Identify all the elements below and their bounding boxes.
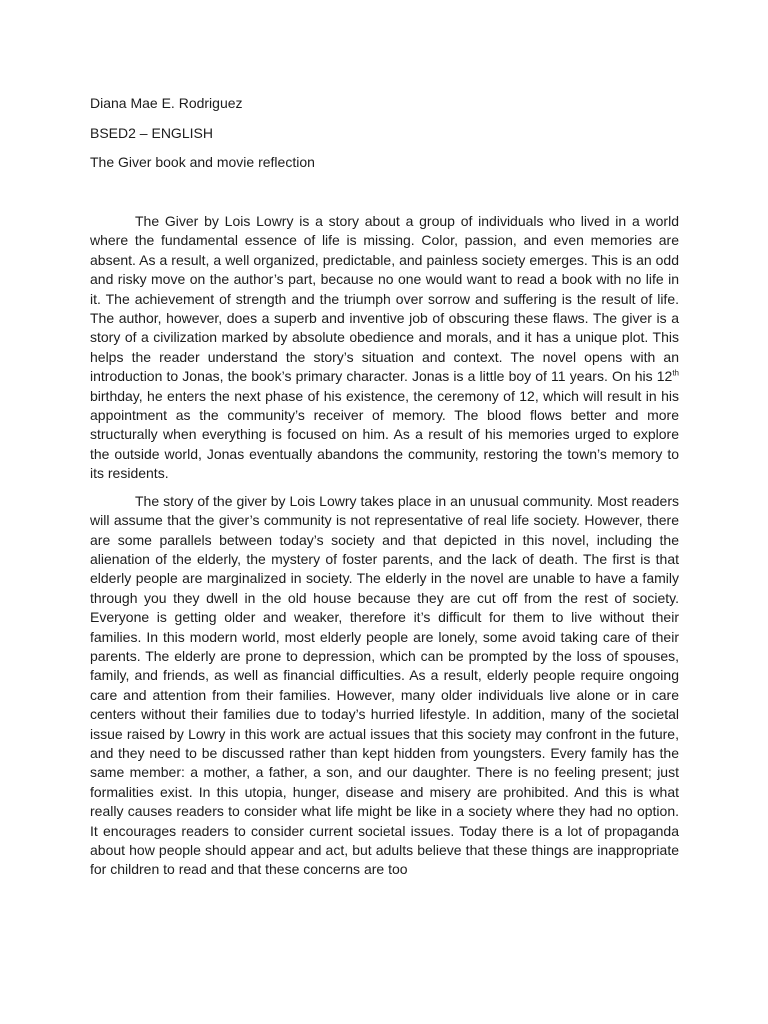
ordinal-suffix: th (672, 368, 679, 378)
paragraph-1-text-a: The Giver by Lois Lowry is a story about a group of individuals who lived in a world where the fundamental essence of life is missing. Color, passion, and even memories are absent. As a result, a well organized, predictable, and painless society emerges. This is an odd and risky move on the author’s part, because no one would want to read a book with no life in it. The achievement of strength and the triumph over sorrow and suffering is the result of life. The author, however, does a superb and inventive job of obscuring these flaws. The giver is a story of a civilization marked by absolute obedience and morals, and it has a unique plot. This helps the reader understand the story’s situation and context. The novel opens with an introduction to Jonas, the book’s primary character. Jonas is a little boy of 11 years. On his 12 (90, 213, 679, 385)
document-body (90, 212, 679, 880)
paragraph-1-text-b: birthday, he enters the next phase of his existence, the ceremony of 12, which will result in his appointment as the community’s receiver of memory. The blood flows better and more structurally when everything is focused on him. As a result of his memories urged to explore the outside world, Jonas eventually abandons the community, restoring the town’s memory to its residents. (90, 387, 679, 482)
paragraph-1 (90, 212, 679, 484)
course-label: BSED2 – ENGLISH (90, 125, 213, 141)
author-name: Diana Mae E. Rodriguez (90, 95, 243, 111)
document-title: The Giver book and movie reflection (90, 154, 315, 170)
paragraph-2: The story of the giver by Lois Lowry takes place in an unusual community. Most readers will assume that the giver’s community is not representative of real life society. However, there are some parallels between today’s society and that depicted in this novel, including the alienation of the elderly, the mystery of foster parents, and the lack of death. The first is that elderly people are marginalized in society. The elderly in the novel are unable to have a family through you they dwell in the old house because they are cut off from the rest of society. Everyone is getting older and weaker, therefore it’s difficult for them to live without their families. In this modern world, most elderly people are lonely, some avoid taking care of their parents. The elderly are prone to depression, which can be prompted by the loss of spouses, family, and friends, as well as financial difficulties. As a result, elderly people require ongoing care and attention from their families. However, many older individuals live alone or in care centers without their families due to today’s hurried lifestyle. In addition, many of the societal issue raised by Lowry in this work are actual issues that this society may confront in the future, and they need to be discussed rather than kept hidden from youngsters. Every family has the same member: a mother, a father, a son, and our daughter. There is no feeling present; just formalities exist. In this utopia, hunger, disease and misery are prohibited. And this is what really causes readers to consider what life might be like in a society where they had no option. It encourages readers to consider current societal issues. Today there is a lot of propaganda about how people should appear and act, but adults believe that these things are inappropriate for children to read and that these concerns are too (90, 492, 679, 878)
